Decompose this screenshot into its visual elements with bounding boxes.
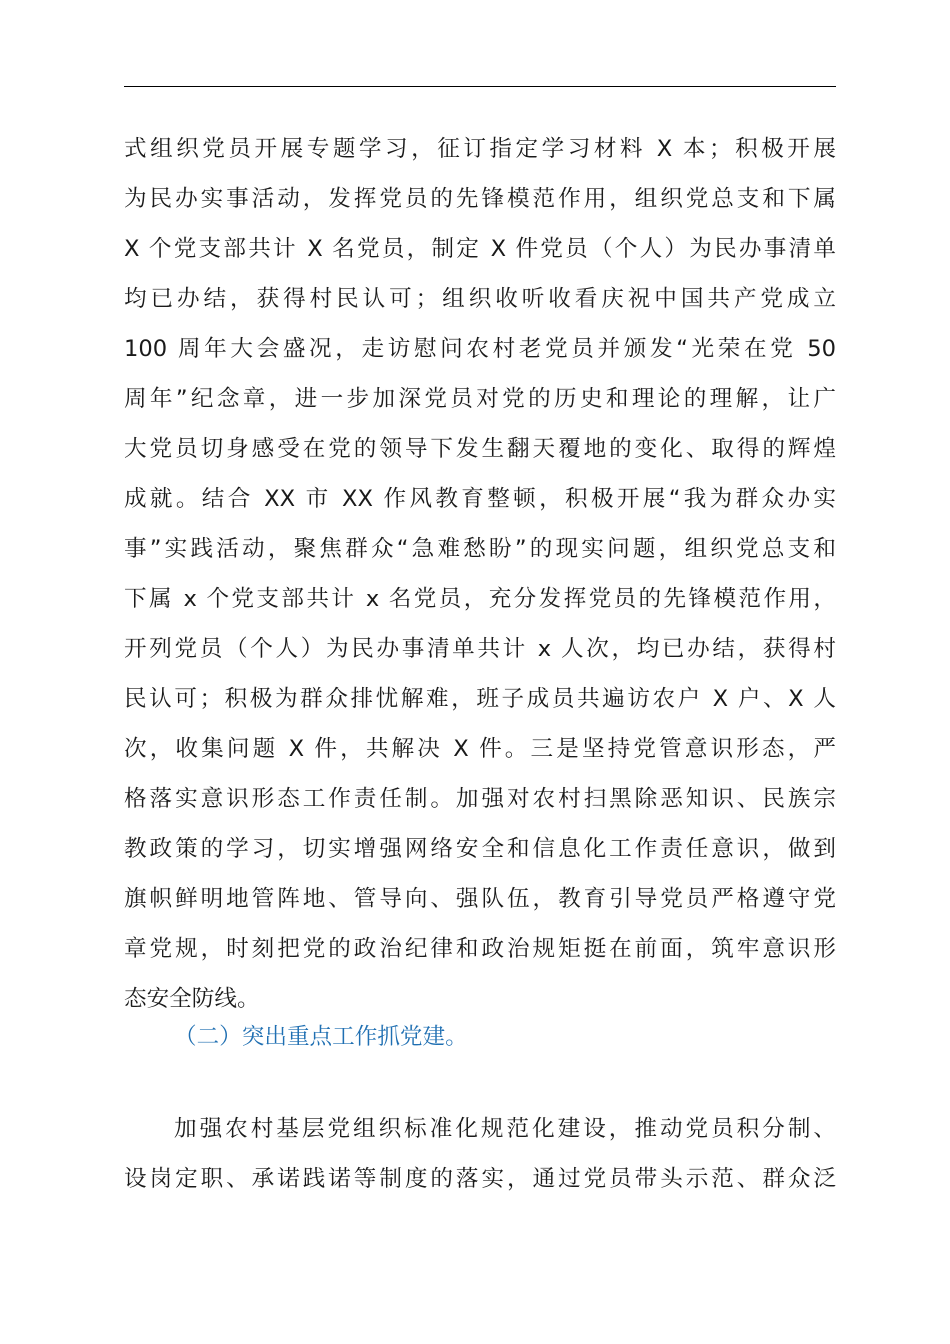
paragraph-1 [124,124,836,1024]
text-line: 次，收集问题 X 件，共解决 X 件。三是坚持党管意识形态，严 [124,736,836,762]
text-line: 下属 x 个党支部共计 x 名党员，充分发挥党员的先锋模范作用， [124,586,836,612]
text-line: 事”实践活动，聚焦群众“急难愁盼”的现实问题，组织党总支和 [124,536,836,562]
text-line: 为民办实事活动，发挥党员的先锋模范作用，组织党总支和下属 [124,186,836,212]
text-line: X 个党支部共计 X 名党员，制定 X 件党员（个人）为民办事清单 [124,236,836,262]
text-line: 开列党员（个人）为民办事清单共计 x 人次，均已办结，获得村 [124,636,836,662]
text-line: 均已办结，获得村民认可；组织收听收看庆祝中国共产党成立 [124,286,836,312]
paragraph-2 [124,1104,836,1204]
text-line: 旗帜鲜明地管阵地、管导向、强队伍，教育引导党员严格遵守党 [124,886,836,912]
text-line: 教政策的学习，切实增强网络安全和信息化工作责任意识，做到 [124,836,836,862]
text-line: 态安全防线。 [124,986,260,1012]
text-line: 周年”纪念章，进一步加深党员对党的历史和理论的理解，让广 [124,386,836,412]
text-line: 成就。结合 XX 市 XX 作风教育整顿，积极开展“我为群众办实 [124,486,836,512]
text-line: 加强农村基层党组织标准化规范化建设，推动党员积分制、 [174,1116,836,1142]
text-line: 式组织党员开展专题学习，征订指定学习材料 X 本；积极开展 [124,136,836,162]
text-line: 格落实意识形态工作责任制。加强对农村扫黑除恶知识、民族宗 [124,786,836,812]
text-line: 民认可；积极为群众排忧解难，班子成员共遍访农户 X 户、X 人 [124,686,836,712]
section-heading: （二）突出重点工作抓党建。 [174,1024,468,1050]
text-line: 设岗定职、承诺践诺等制度的落实，通过党员带头示范、群众泛 [124,1166,836,1192]
text-line: 大党员切身感受在党的领导下发生翻天覆地的变化、取得的辉煌 [124,436,836,462]
text-line: 章党规，时刻把党的政治纪律和政治规矩挺在前面，筑牢意识形 [124,936,836,962]
text-line: 100 周年大会盛况，走访慰问农村老党员并颁发“光荣在党 50 [124,336,836,362]
header-rule [124,86,836,87]
